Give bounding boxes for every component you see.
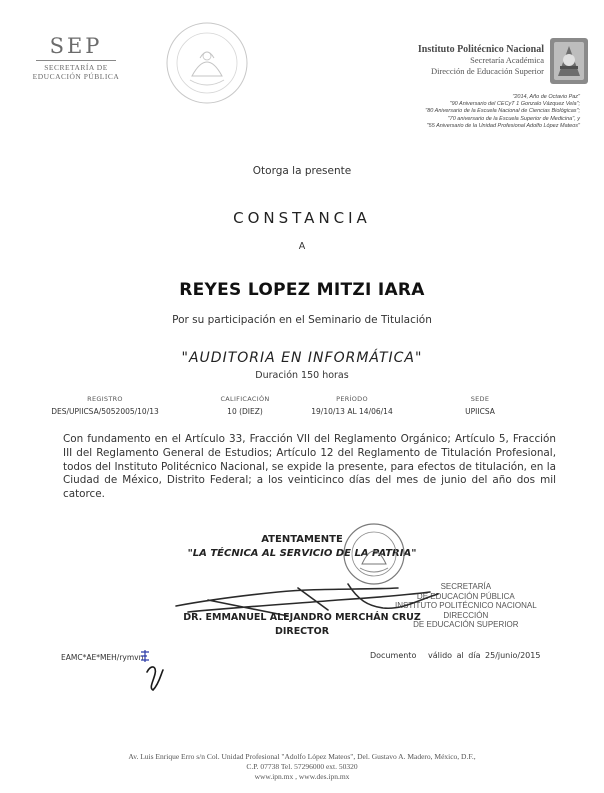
commemorative-mottos [425,94,580,130]
participation-text: Por su participación en el Seminario de Titulación [172,314,432,326]
validity-date: válido al día 25/junio/2015 [428,651,541,660]
sep-logo [30,34,122,81]
motto-line: "70 aniversario de la Escuela Superior de Medicina", y [447,115,580,122]
otorga-text: Otorga la presente [252,165,352,177]
sep-subtitle-2: EDUCACIÓN PÚBLICA [32,72,120,81]
periodo-value: 19/10/13 AL 14/06/14 [311,407,393,416]
sep-subtitle-1: SECRETARÍA DE [44,63,108,72]
motto-line: "55 Aniversario de la Unidad Profesional Adolfo López Mateos" [426,122,580,129]
director-name: DR. EMMANUEL ALEJANDRO MERCHÁN CRUZ [183,612,421,623]
sep-wordmark: SEP [49,34,103,58]
address-footer [0,752,604,782]
document-title: CONSTANCIA [233,209,371,227]
motto-line: "90 Aniversario del CECyT 1 Gonzalo Vázquez Vela"; [449,101,580,108]
stamp-line: SECRETARÍA [440,582,492,591]
recipient-name: REYES LOPEZ MITZI IARA [179,280,425,300]
sede-value: UPIICSA [465,407,495,416]
director-title: DIRECTOR [274,626,330,637]
periodo-column [302,395,402,416]
ipn-logo-icon [548,36,590,86]
ipn-title: Instituto Politécnico Nacional [417,44,544,55]
ipn-secretaria: Secretaría Académica [470,55,544,65]
course-title: "AUDITORIA EN INFORMÁTICA" [181,350,423,366]
calificacion-column [200,395,290,416]
calificacion-label: CALIFICACIÓN [220,395,270,403]
motto-line: "80 Aniversario de la Escuela Nacional de Ciencias Biológicas"; [425,108,580,115]
motto-line: "2014, Año de Octavio Paz" [512,94,580,100]
calificacion-value: 10 (DIEZ) [227,407,263,416]
periodo-label: PERÍODO [336,395,368,403]
document-label: Documento [370,651,417,660]
stamp-line: INSTITUTO POLITÉCNICO NACIONAL [395,601,537,610]
recipient-preposition: A [298,241,306,252]
course-duration: Duración 150 horas [255,370,349,381]
sede-label: SEDE [470,395,490,403]
footer-postal-phone: C.P. 07738 Tel. 57296000 ext. 50320 [246,762,358,771]
sede-column [440,395,520,416]
ipn-header [418,44,544,77]
initials-signature-mark [135,644,175,694]
sep-divider [36,60,116,61]
stamp-line: DE EDUCACIÓN SUPERIOR [413,620,519,629]
footer-address: Av. Luis Enrique Erro s/n Col. Unidad Profesional "Adolfo López Mateos", Del. Gustavo A. Madero, México, D.F., [128,752,476,761]
registro-column [40,395,170,416]
footer-websites: www.ipn.mx , www.des.ipn.mx [254,772,350,781]
institutional-motto: "LA TÉCNICA AL SERVICIO DE LA PATRIA" [187,548,417,559]
stamp-line: DIRECCIÓN [443,610,489,620]
registro-label: REGISTRO [87,395,123,403]
atentamente-text: ATENTAMENTE [261,534,343,545]
reference-initials: EAMC*AE*MEH/rymvn [61,653,144,662]
legal-paragraph: Con fundamento en el Artículo 33, Fracción VII del Reglamento Orgánico; Artículo 5, Fracción III del Reglamento General de Estudios; Artículo 12 del Reglamento de Titulación Profesional, todos del Instituto Politécnico Nacional, se expide la presente, para efectos de titulación, en la Ciudad de México, Distrito Federal; a los veinticinco días del mes de junio del año dos mil catorce. [63,433,556,501]
national-seal-icon [162,18,252,108]
stamp-line: DE EDUCACIÓN PÚBLICA [416,591,515,601]
ipn-direccion: Dirección de Educación Superior [430,66,544,76]
registro-value: DES/UPIICSA/5052005/10/13 [51,407,159,416]
